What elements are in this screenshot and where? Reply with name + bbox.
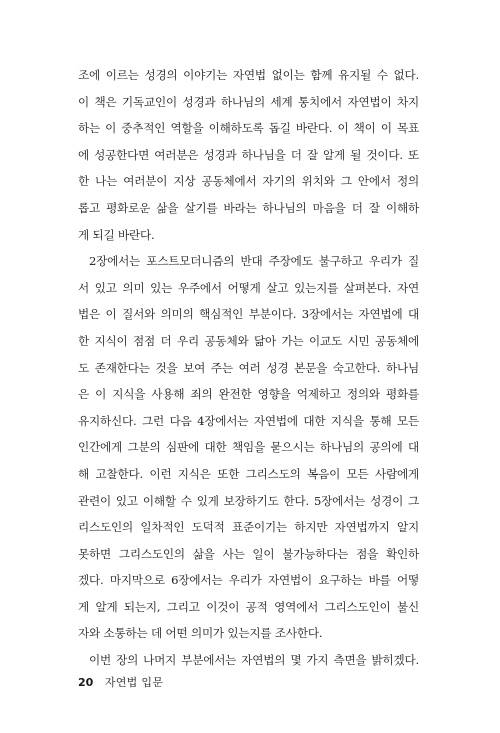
text-line: 한 나는 여러분이 지상 공동체에서 자기의 위치와 그 안에서 정의 (78, 174, 419, 189)
text-line: 인간에게 그분의 심판에 대한 책임을 묻으시는 하나님의 공의에 대 (78, 440, 419, 455)
text-line: 자와 소통하는 데 어떤 의미가 있는지를 조사한다. (78, 626, 323, 641)
running-title: 자연법 입문 (104, 676, 164, 689)
text-line: 서 있고 의미 있는 우주에서 어떻게 살고 있는지를 살펴본다. 자연 (78, 280, 419, 295)
text-line: 게 되길 바란다. (78, 227, 155, 242)
text-line: 롭고 평화로운 삶을 살기를 바라는 하나님의 마음을 더 잘 이해하 (78, 200, 419, 215)
page-footer (78, 674, 163, 690)
text-line: 2장에서는 포스트모더니즘의 반대 주장에도 불구하고 우리가 질 (89, 254, 419, 269)
paragraph-1 (78, 62, 419, 248)
text-line: 이 책은 기독교인이 성경과 하나님의 세계 통치에서 자연법이 차지 (78, 94, 419, 109)
page-number: 20 (78, 676, 94, 689)
text-line: 유지하신다. 그런 다음 4장에서는 자연법에 대한 지식을 통해 모든 (78, 413, 419, 428)
text-line: 조에 이르는 성경의 이야기는 자연법 없이는 함께 유지될 수 없다. (78, 68, 419, 82)
paragraph-2 (78, 248, 419, 647)
text-line: 못하면 그리스도인의 삶을 사는 일이 불가능하다는 점을 확인하 (78, 546, 419, 561)
text-line: 게 알게 되는지, 그리고 이것이 공적 영역에서 그리스도인이 불신 (78, 599, 419, 614)
text-line: 은 이 지식을 사용해 죄의 완전한 영향을 억제하고 정의와 평화를 (78, 387, 419, 402)
text-line: 법은 이 질서와 의미의 핵심적인 부분이다. 3장에서는 자연법에 대 (78, 307, 419, 322)
text-line: 도 존재한다는 것을 보여 주는 여러 성경 본문을 숙고한다. 하나님 (78, 360, 419, 375)
text-line: 해 고찰한다. 이런 지식은 또한 그리스도의 복음이 모든 사람에게 (78, 466, 419, 481)
text-line: 한 지식이 점점 더 우리 공동체와 닮아 가는 이교도 시민 공동체에 (78, 333, 419, 348)
text-line: 리스도인의 일차적인 도덕적 표준이기는 하지만 자연법까지 알지 (78, 520, 419, 535)
text-line: 이번 장의 나머지 부분에서는 자연법의 몇 가지 측면을 밝히겠다. (89, 653, 419, 668)
text-line: 하는 이 중추적인 역할을 이해하도록 돕길 바란다. 이 책이 이 목표 (78, 121, 419, 136)
page-body (78, 62, 419, 674)
text-line: 겠다. 마지막으로 6장에서는 우리가 자연법이 요구하는 바를 어떻 (78, 573, 419, 588)
text-line: 에 성공한다면 여러분은 성경과 하나님을 더 잘 알게 될 것이다. 또 (78, 147, 419, 162)
paragraph-3 (78, 647, 419, 674)
text-line: 관련이 있고 이해할 수 있게 보장하기도 한다. 5장에서는 성경이 그 (78, 493, 419, 508)
